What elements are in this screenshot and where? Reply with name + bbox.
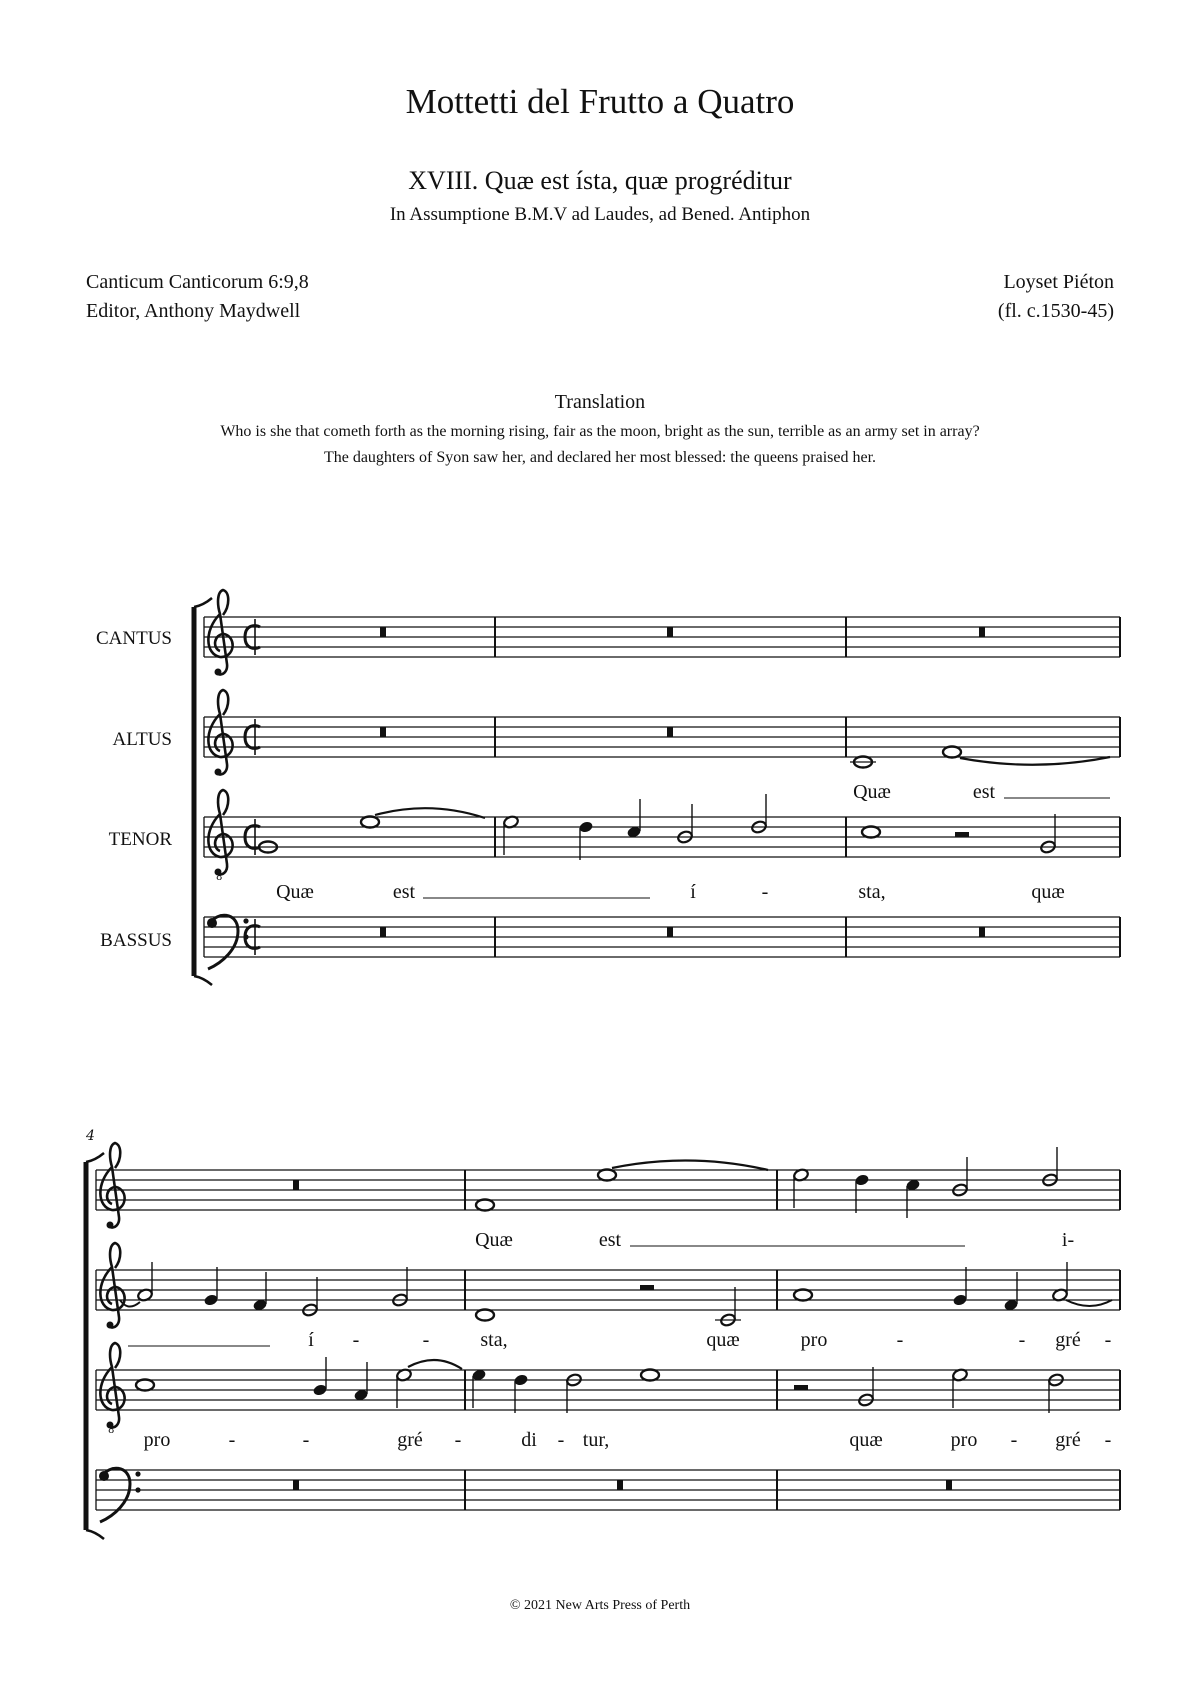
quarter-note (353, 1362, 368, 1402)
translation-heading: Translation (554, 391, 646, 413)
half-note (503, 815, 520, 855)
half-note (858, 1367, 875, 1407)
treble-clef-8vb-icon (100, 1343, 124, 1429)
staff-tenor-2 (96, 1343, 1120, 1451)
half-note (1040, 814, 1057, 854)
whole-note (598, 1170, 616, 1181)
quarter-note (578, 820, 593, 860)
lyric-syllable: pro (143, 1429, 171, 1451)
system-2 (85, 1128, 1120, 1539)
whole-rest (979, 627, 985, 637)
score-title: Mottetti del Frutto a Quatro (405, 82, 795, 121)
quarter-note (1003, 1272, 1018, 1312)
half-note (952, 1368, 969, 1408)
whole-rest (617, 1480, 623, 1490)
whole-rest (380, 627, 386, 637)
lyric-syllable: est (598, 1229, 622, 1251)
lyric-hyphen: - (302, 1429, 310, 1451)
lyric-hyphen: - (1104, 1429, 1112, 1451)
whole-rest (380, 927, 386, 937)
lyric-syllable: í (308, 1329, 314, 1351)
whole-rest (667, 727, 673, 737)
octave-8-icon: 8 (108, 1425, 115, 1436)
lyric-hyphen: - (761, 881, 769, 903)
whole-note (794, 1290, 812, 1301)
text-source: Canticum Canticorum 6:9,8 (86, 271, 309, 293)
voice-label-altus: ALTUS (112, 729, 172, 750)
whole-rest (946, 1480, 952, 1490)
half-note (302, 1277, 319, 1317)
staff-cantus-1 (204, 590, 1120, 676)
half-note (1042, 1147, 1059, 1187)
whole-rest (380, 727, 386, 737)
voice-label-tenor: TENOR (108, 829, 172, 850)
lyric-hyphen: - (1104, 1329, 1112, 1351)
lyric-syllable: quæ (1031, 881, 1065, 903)
treble-clef-icon (208, 690, 232, 776)
lyric-syllable: sta, (480, 1329, 508, 1351)
lyric-syllable: Quæ (475, 1229, 513, 1251)
quarter-note (471, 1368, 486, 1408)
quarter-note (252, 1272, 267, 1312)
lyric-syllable: i- (1061, 1229, 1075, 1251)
half-note (793, 1168, 810, 1208)
lyric-syllable: di (521, 1429, 537, 1451)
lyric-syllable: pro (950, 1429, 978, 1451)
bass-clef-icon (207, 915, 249, 969)
lyric-hyphen: - (228, 1429, 236, 1451)
whole-rest (979, 927, 985, 937)
half-note (715, 1287, 741, 1327)
whole-note (862, 827, 880, 838)
whole-rest (667, 627, 673, 637)
tie (612, 1160, 768, 1170)
staff-bassus-2 (96, 1468, 1120, 1522)
quarter-note (854, 1173, 869, 1213)
lyric-syllable: pro (800, 1329, 828, 1351)
motet-title: XVIII. Quæ est ísta, quæ progréditur (408, 166, 792, 195)
half-note (137, 1262, 154, 1302)
whole-note (476, 1200, 494, 1211)
octave-8-icon: 8 (216, 872, 223, 883)
quarter-note (513, 1373, 528, 1413)
lyric-hyphen: - (1018, 1329, 1026, 1351)
lyric-syllable: gré (1055, 1429, 1081, 1451)
lyric-hyphen: - (422, 1329, 430, 1351)
quarter-note (952, 1267, 967, 1307)
voice-label-bassus: BASSUS (100, 930, 172, 951)
lyric-syllable: quæ (849, 1429, 883, 1451)
half-note (566, 1373, 583, 1413)
half-rest (640, 1285, 654, 1290)
half-note (751, 794, 768, 834)
half-note (396, 1368, 413, 1408)
staff-tenor-1 (204, 790, 1120, 903)
lyric-hyphen: - (557, 1429, 565, 1451)
tie (408, 1360, 462, 1369)
voice-label-cantus: CANTUS (95, 628, 172, 649)
lyric-syllable: est (392, 881, 416, 903)
copyright-footer: © 2021 New Arts Press of Perth (509, 1598, 691, 1613)
lyric-hyphen: - (352, 1329, 360, 1351)
half-note (1052, 1262, 1069, 1302)
half-note (952, 1157, 969, 1197)
lyric-syllable: gré (397, 1429, 423, 1451)
staff-bassus-1 (204, 915, 1120, 969)
lyric-syllable: gré (1055, 1329, 1081, 1351)
whole-note (361, 817, 379, 828)
whole-note (136, 1380, 154, 1391)
treble-clef-icon (100, 1143, 124, 1229)
translation-line-2: The daughters of Syon saw her, and declared her most blessed: the queens praised her. (323, 449, 877, 466)
treble-clef-icon (208, 590, 232, 676)
half-rest (955, 832, 969, 837)
system-1 (194, 590, 1120, 985)
whole-note (476, 1310, 494, 1321)
quarter-note (312, 1357, 327, 1397)
whole-rest (667, 927, 673, 937)
lyric-syllable: tur, (582, 1429, 610, 1451)
composer-name: Loyset Piéton (1003, 271, 1114, 293)
lyric-hyphen: - (454, 1429, 462, 1451)
measure-number: 4 (86, 1128, 95, 1144)
brace-system-2 (86, 1153, 104, 1539)
editor-credit: Editor, Anthony Maydwell (86, 300, 301, 322)
whole-rest (293, 1480, 299, 1490)
treble-clef-icon (100, 1243, 124, 1329)
staff-altus-2 (96, 1243, 1120, 1351)
lyric-syllable: est (972, 781, 996, 803)
half-note (677, 804, 694, 844)
quarter-note (203, 1267, 218, 1307)
bass-clef-icon (99, 1468, 141, 1522)
tie (960, 757, 1110, 765)
staff-cantus-2 (96, 1143, 1120, 1251)
quarter-note (905, 1178, 920, 1218)
treble-clef-8vb-icon (208, 790, 232, 876)
liturgical-occasion: In Assumptione B.M.V ad Laudes, ad Bened. Antiphon (389, 204, 811, 225)
whole-note (943, 747, 961, 758)
whole-note (850, 757, 876, 768)
whole-rest (293, 1180, 299, 1190)
half-note (392, 1267, 409, 1307)
lyric-hyphen: - (1010, 1429, 1018, 1451)
half-note (1048, 1373, 1065, 1413)
lyric-syllable: Quæ (853, 781, 891, 803)
whole-note (641, 1370, 659, 1381)
composer-dates: (fl. c.1530-45) (997, 300, 1114, 322)
lyric-syllable: Quæ (276, 881, 314, 903)
tie (1066, 1300, 1112, 1306)
lyric-syllable: quæ (706, 1329, 740, 1351)
lyric-hyphen: - (896, 1329, 904, 1351)
half-rest (794, 1385, 808, 1390)
translation-line-1: Who is she that cometh forth as the morning rising, fair as the moon, bright as the sun, terrible as an army set in array? (220, 423, 980, 440)
lyric-syllable: sta, (858, 881, 886, 903)
lyric-syllable: í (690, 881, 696, 903)
staff-altus-1 (204, 690, 1120, 803)
quarter-note (626, 799, 641, 839)
